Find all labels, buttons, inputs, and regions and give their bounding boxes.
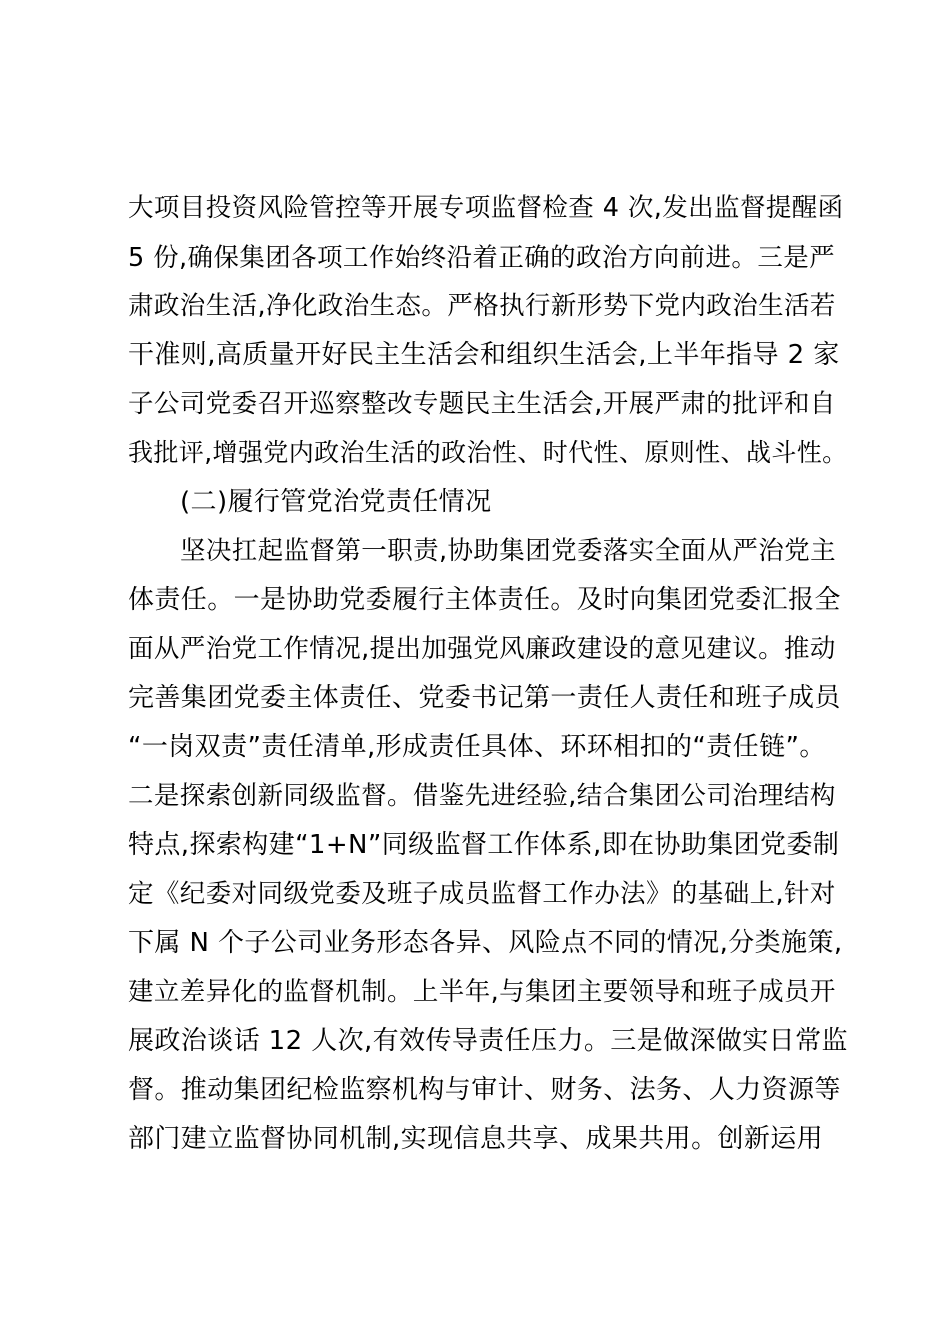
text-line: 二是探索创新同级监督。借鉴先进经验,结合集团公司治理结构 xyxy=(128,781,836,811)
text-line: 面从严治党工作情况,提出加强党风廉政建设的意见建议。推动 xyxy=(128,634,836,664)
text-line: 展政治谈话 12 人次,有效传导责任压力。三是做深做实日常监 xyxy=(128,1026,848,1056)
text-line: 部门建立监督协同机制,实现信息共享、成果共用。创新运用 xyxy=(128,1124,824,1154)
text-line: 肃政治生活,净化政治生态。严格执行新形势下党内政治生活若 xyxy=(128,291,836,321)
text-line: 督。推动集团纪检监察机构与审计、财务、法务、人力资源等 xyxy=(128,1075,841,1105)
text-line: 特点,探索构建“1+N”同级监督工作体系,即在协助集团党委制 xyxy=(128,830,840,860)
text-line: 体责任。一是协助党委履行主体责任。及时向集团党委汇报全 xyxy=(128,585,841,615)
text-line: 子公司党委召开巡察整改专题民主生活会,开展严肃的批评和自 xyxy=(128,389,836,419)
text-line: “一岗双责”责任清单,形成责任具体、环环相扣的“责任链”。 xyxy=(128,732,826,762)
text-line: 我批评,增强党内政治生活的政治性、时代性、原则性、战斗性。 xyxy=(128,438,848,467)
text-line: 建立差异化的监督机制。上半年,与集团主要领导和班子成员开 xyxy=(128,977,836,1007)
section-heading: (二)履行管党治党责任情况 xyxy=(180,487,492,517)
text-line: 下属 N 个子公司业务形态各异、风险点不同的情况,分类施策, xyxy=(128,928,843,958)
text-line: 5 份,确保集团各项工作始终沿着正确的政治方向前进。三是严 xyxy=(128,243,836,273)
text-line: 完善集团党委主体责任、党委书记第一责任人责任和班子成员 xyxy=(128,683,841,713)
text-line: 定《纪委对同级党委及班子成员监督工作办法》的基础上,针对 xyxy=(128,879,836,909)
text-line: 大项目投资风险管控等开展专项监督检查 4 次,发出监督提醒函 xyxy=(128,193,844,223)
text-line: 干准则,高质量开好民主生活会和组织生活会,上半年指导 2 家 xyxy=(128,340,840,370)
text-line: 坚决扛起监督第一职责,协助集团党委落实全面从严治党主 xyxy=(180,536,837,566)
